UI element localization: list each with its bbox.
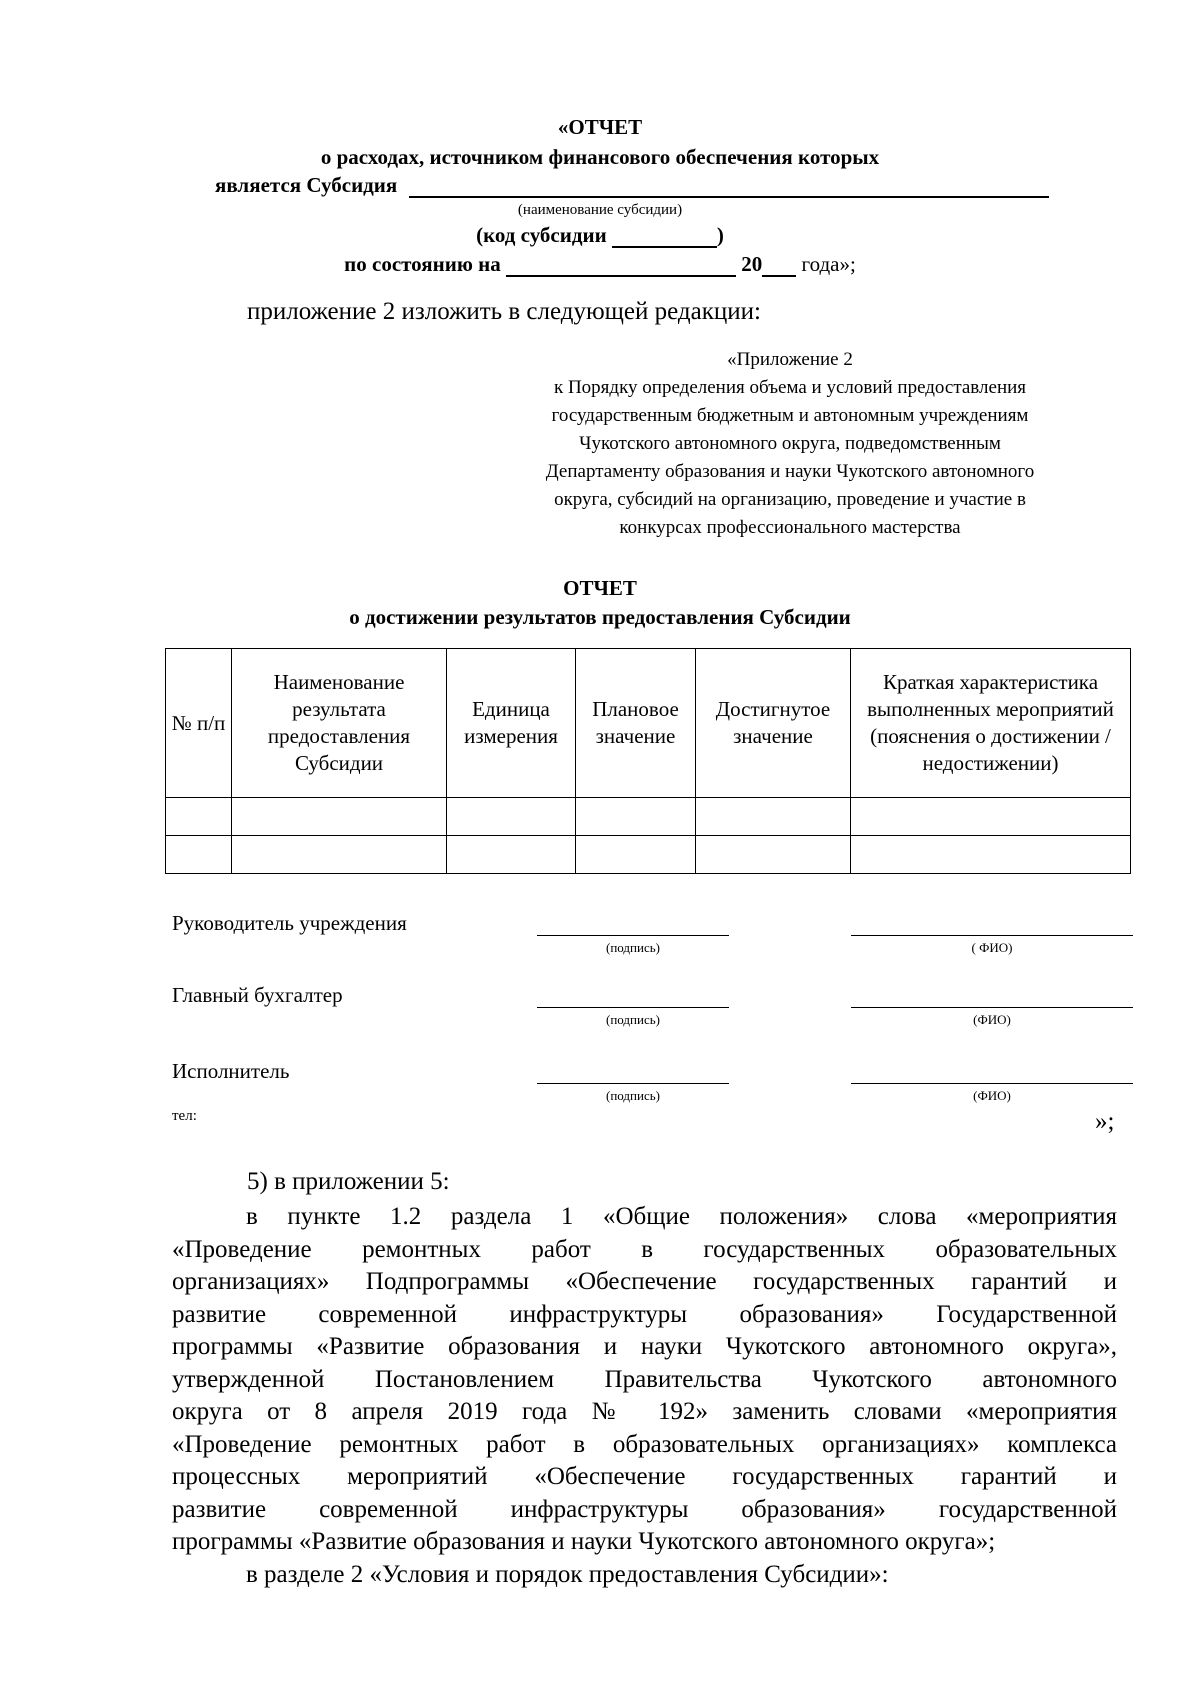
subsidy-code	[0, 223, 1200, 248]
tel-label: тел:	[172, 1108, 197, 1124]
appendix-line: округа, субсидий на организацию, проведение и участие в	[554, 489, 1026, 510]
table-cell[interactable]	[447, 798, 576, 836]
appendix-line: Департаменту образования и науки Чукотского автономного	[545, 461, 1035, 482]
subsidy-label: является Субсидия	[215, 173, 398, 197]
subsidy-caption: (наименование субсидии)	[517, 202, 683, 218]
appendix-line: конкурсах профессионального мастерства	[619, 517, 961, 538]
table-header-row	[166, 649, 1131, 798]
name-caption-director: ( ФИО)	[971, 940, 1013, 955]
col-header-unit: Единица измерения	[447, 649, 576, 798]
results-table	[165, 648, 1131, 874]
date-prefix: по состоянию на	[344, 252, 506, 276]
signature-caption-accountant: (подпись)	[606, 1012, 660, 1027]
table-cell[interactable]	[232, 836, 447, 874]
report-date	[0, 252, 1200, 277]
appendix-header	[470, 346, 1110, 542]
report-subtitle-line1: о расходах, источником финансового обеспечения которых	[320, 145, 880, 169]
report2-subtitle: о достижении результатов предоставления Субсидии	[349, 605, 851, 629]
appendix-line: Чукотского автономного округа, подведомственным	[579, 433, 1001, 454]
name-line-accountant[interactable]	[851, 1007, 1133, 1008]
col-header-planned: Плановое значение	[576, 649, 696, 798]
code-prefix: (код субсидии	[476, 223, 612, 247]
paragraph-line-last: в разделе 2 «Условия и порядок предоставления Субсидии»:	[246, 1560, 889, 1588]
paragraph-line: развитие современной инфраструктуры образования» государственной	[172, 1495, 1117, 1523]
report-title: «ОТЧЕТ	[557, 115, 643, 139]
table-cell[interactable]	[232, 798, 447, 836]
table-cell[interactable]	[576, 798, 696, 836]
report2-title: ОТЧЕТ	[563, 576, 637, 600]
signature-line-accountant[interactable]	[537, 1007, 729, 1008]
table-cell[interactable]	[851, 836, 1131, 874]
table-cell[interactable]	[576, 836, 696, 874]
code-suffix: )	[716, 223, 724, 247]
col-header-description: Краткая характеристика выполненных мероприятий (пояснения о достижении / недостижении)	[851, 649, 1131, 798]
appendix-line: государственным бюджетным и автономным учреждениям	[551, 405, 1029, 426]
paragraph-line: программы «Развитие образования и науки Чукотского автономного округа»;	[172, 1528, 996, 1555]
appendix-line: к Порядку определения объема и условий предоставления	[553, 377, 1027, 398]
paragraph-line: процессных мероприятий «Обеспечение государственных гарантий и	[172, 1463, 1117, 1490]
year-line	[762, 257, 796, 277]
report-subtitle-line2	[215, 173, 1049, 198]
col-header-result-name: Наименование результата предоставления Субсидии	[232, 649, 447, 798]
subsidy-name-line	[409, 178, 1049, 198]
closing-quote: »;	[1095, 1108, 1115, 1135]
table-row	[166, 836, 1131, 874]
signature-line-director[interactable]	[537, 935, 729, 936]
signature-label-executor: Исполнитель	[172, 1059, 290, 1083]
paragraph-line: округа от 8 апреля 2019 года № 192» заменить словами «мероприятия	[172, 1398, 1117, 1425]
instruction-text: приложение 2 изложить в следующей редакции:	[247, 298, 761, 325]
table-cell[interactable]	[447, 836, 576, 874]
signature-caption-executor: (подпись)	[606, 1088, 660, 1103]
date-suffix: года»;	[796, 252, 856, 276]
col-header-number: № п/п	[166, 649, 232, 798]
paragraph-line: в пункте 1.2 раздела 1 «Общие положения» слова «мероприятия	[246, 1203, 1117, 1230]
paragraph-line: «Проведение ремонтных работ в образовательных организациях» комплекса	[172, 1430, 1117, 1458]
name-caption-accountant: (ФИО)	[973, 1012, 1011, 1027]
paragraph-line: утвержденной Постановлением Правительства Чукотского автономного	[172, 1365, 1117, 1393]
table-cell[interactable]	[851, 798, 1131, 836]
code-line	[612, 228, 717, 248]
signature-caption-director: (подпись)	[606, 940, 660, 955]
paragraph-line: программы «Развитие образования и науки Чукотского автономного округа»,	[172, 1333, 1117, 1360]
signature-label-accountant: Главный бухгалтер	[172, 983, 343, 1007]
name-line-director[interactable]	[851, 935, 1133, 936]
signature-label-director: Руководитель учреждения	[172, 911, 407, 935]
col-header-achieved: Достигнутое значение	[696, 649, 851, 798]
year-prefix: 20	[736, 252, 763, 276]
table-cell[interactable]	[696, 836, 851, 874]
table-cell[interactable]	[696, 798, 851, 836]
paragraph-line: «Проведение ремонтных работ в государственных образовательных	[172, 1235, 1117, 1263]
signature-line-executor[interactable]	[537, 1083, 729, 1084]
table-cell[interactable]	[166, 798, 232, 836]
paragraph-body	[172, 1201, 1117, 1591]
paragraph-line: развитие современной инфраструктуры образования» Государственной	[172, 1300, 1117, 1328]
table-row	[166, 798, 1131, 836]
date-line	[506, 257, 736, 277]
table-cell[interactable]	[166, 836, 232, 874]
appendix-line: «Приложение 2	[727, 349, 853, 370]
name-caption-executor: (ФИО)	[973, 1088, 1011, 1103]
paragraph-line: организациях» Подпрограммы «Обеспечение государственных гарантий и	[172, 1268, 1117, 1295]
name-line-executor[interactable]	[851, 1083, 1133, 1084]
paragraph-heading: 5) в приложении 5:	[247, 1168, 450, 1195]
